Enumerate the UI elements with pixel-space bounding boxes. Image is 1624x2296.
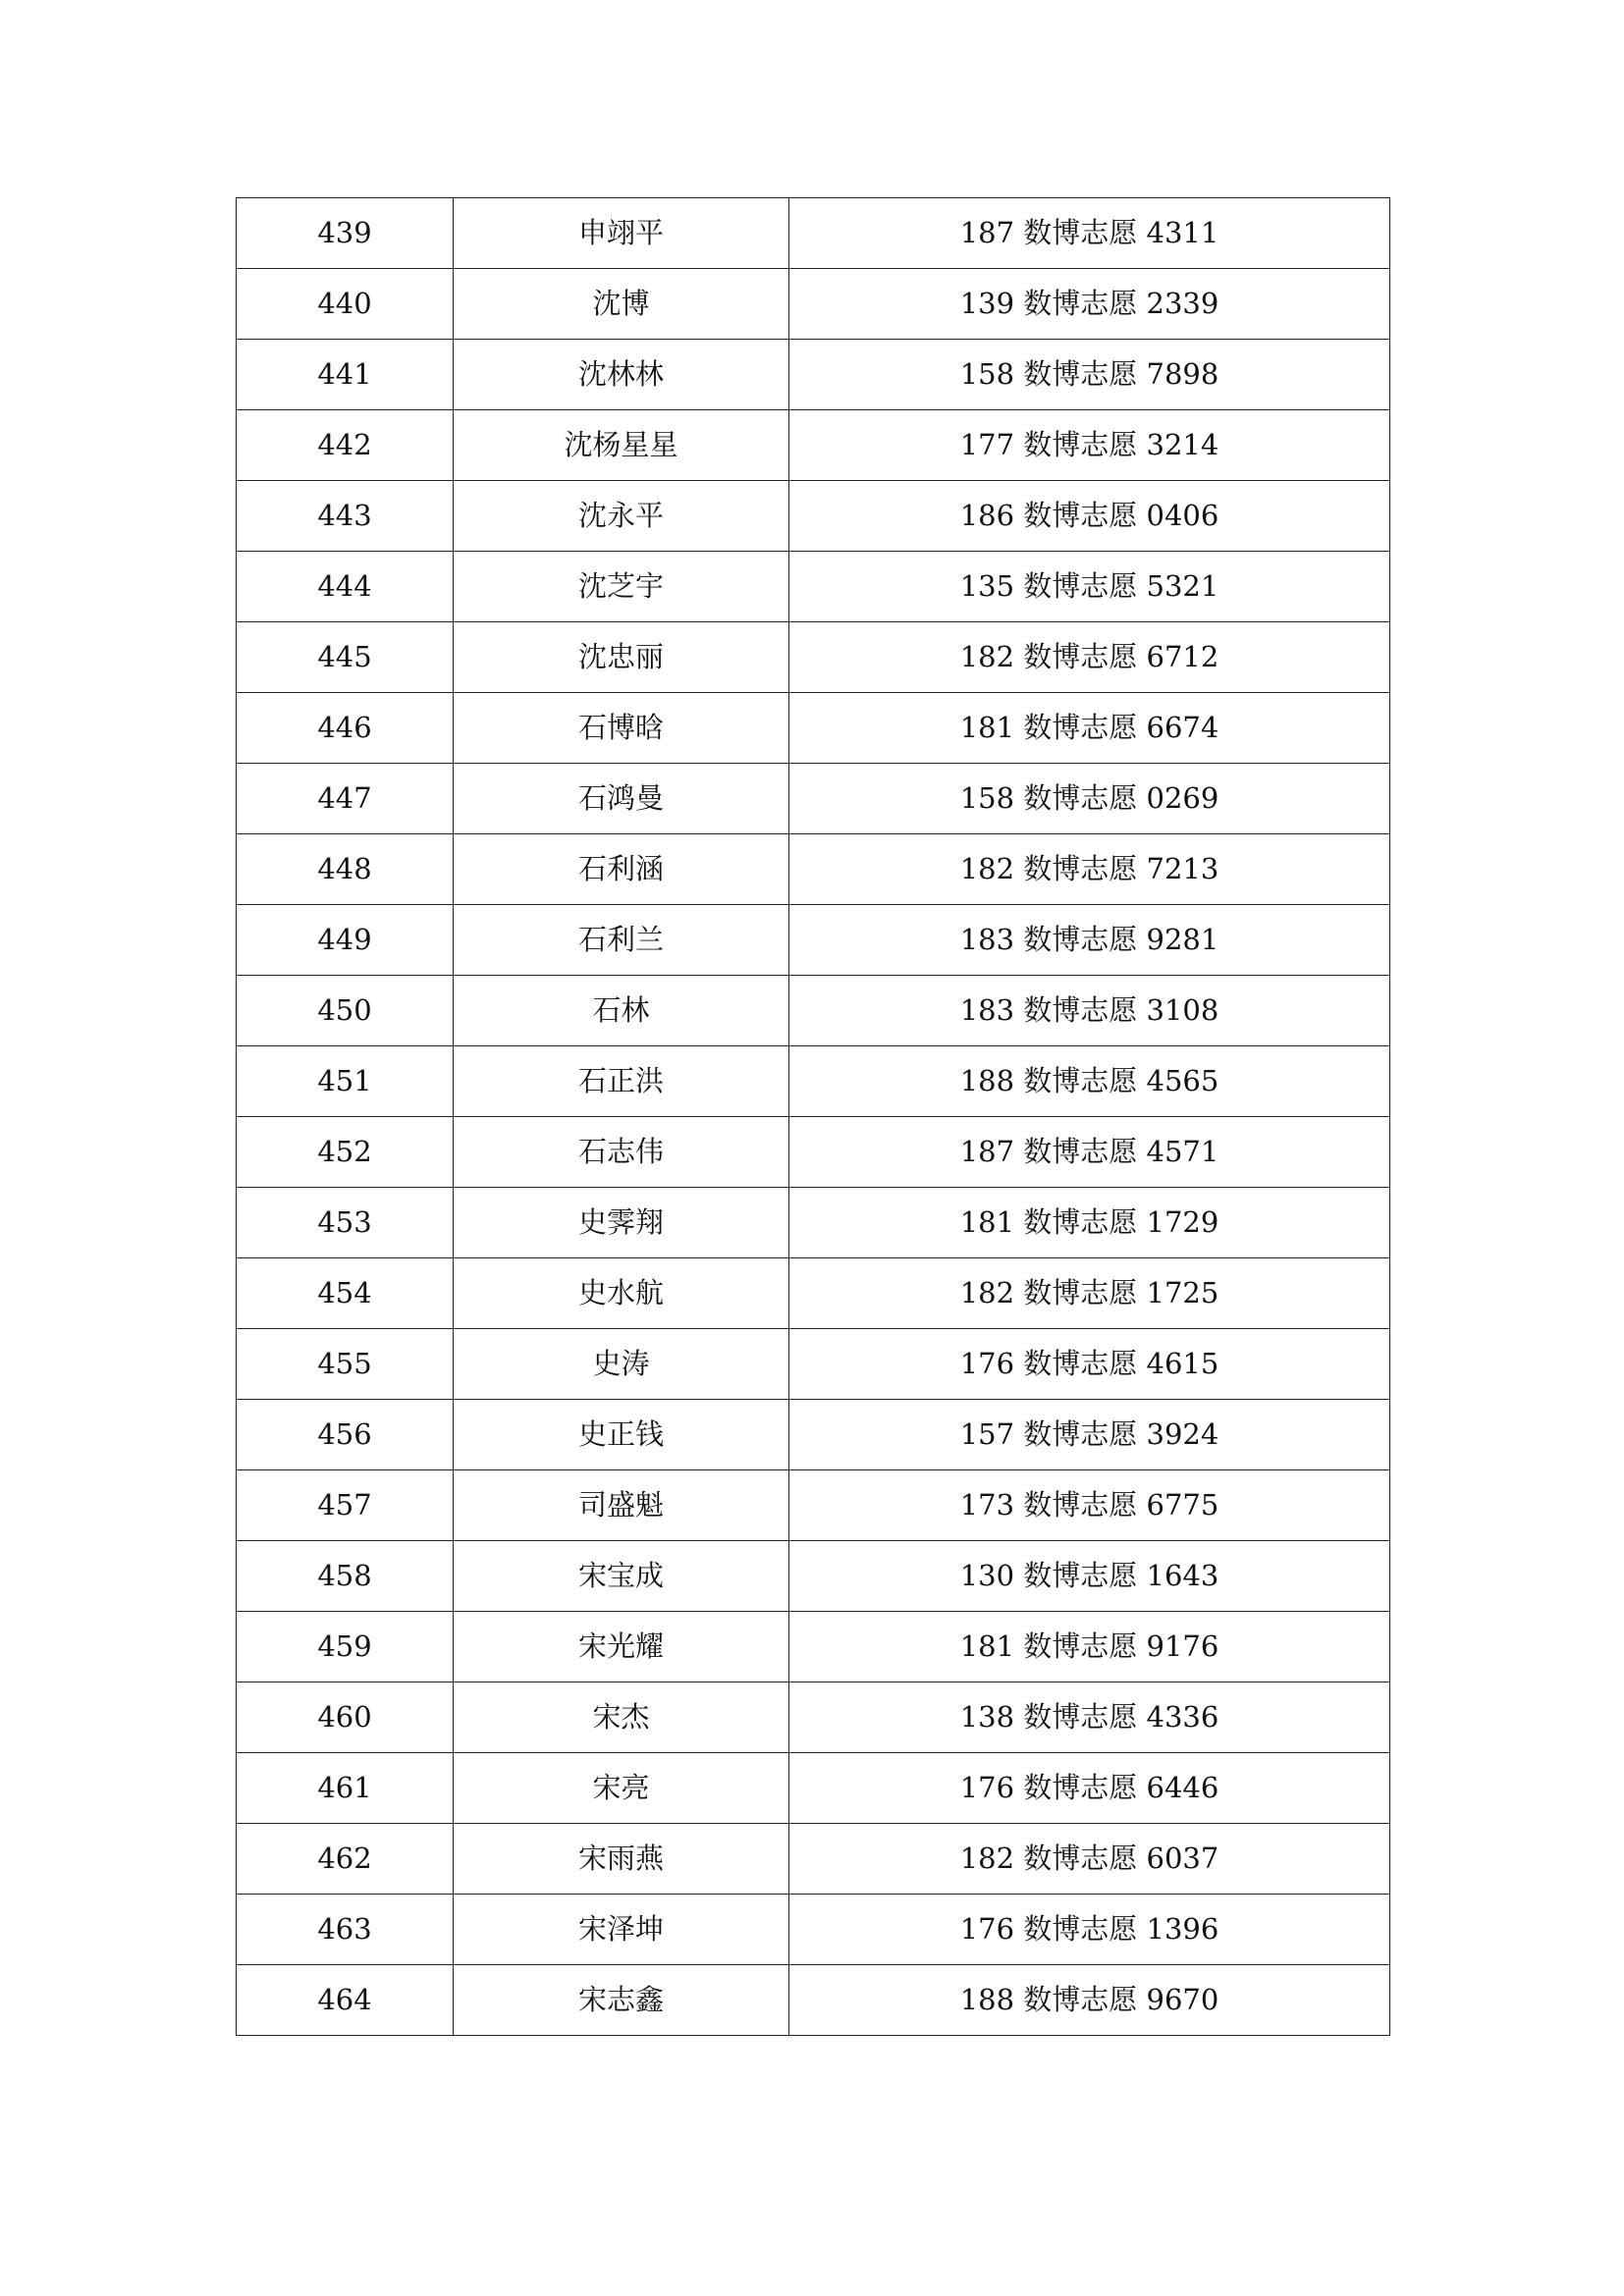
phone-cell: 181 数博志愿 1729	[789, 1188, 1390, 1258]
row-number-cell: 444	[237, 552, 454, 622]
name-cell: 宋泽坤	[454, 1895, 789, 1965]
row-number-cell: 442	[237, 410, 454, 481]
row-number-cell: 450	[237, 976, 454, 1046]
table-row	[237, 1824, 1390, 1895]
row-number-cell: 449	[237, 905, 454, 976]
name-cell: 石正洪	[454, 1046, 789, 1117]
row-number-cell: 446	[237, 693, 454, 764]
phone-cell: 139 数博志愿 2339	[789, 269, 1390, 340]
phone-cell: 186 数博志愿 0406	[789, 481, 1390, 552]
table-row	[237, 1046, 1390, 1117]
row-number-cell: 464	[237, 1965, 454, 2036]
row-number-cell: 456	[237, 1400, 454, 1470]
row-number-cell: 452	[237, 1117, 454, 1188]
row-number-cell: 454	[237, 1258, 454, 1329]
name-cell: 石利兰	[454, 905, 789, 976]
phone-cell: 181 数博志愿 6674	[789, 693, 1390, 764]
name-cell: 史霁翔	[454, 1188, 789, 1258]
name-cell: 宋志鑫	[454, 1965, 789, 2036]
phone-cell: 182 数博志愿 6037	[789, 1824, 1390, 1895]
row-number-cell: 462	[237, 1824, 454, 1895]
table-row	[237, 1329, 1390, 1400]
phone-cell: 187 数博志愿 4311	[789, 198, 1390, 269]
phone-cell: 173 数博志愿 6775	[789, 1470, 1390, 1541]
phone-cell: 176 数博志愿 4615	[789, 1329, 1390, 1400]
row-number-cell: 440	[237, 269, 454, 340]
row-number-cell: 453	[237, 1188, 454, 1258]
table-row	[237, 834, 1390, 905]
phone-cell: 176 数博志愿 1396	[789, 1895, 1390, 1965]
row-number-cell: 447	[237, 764, 454, 834]
table-row	[237, 1612, 1390, 1682]
table-row	[237, 1400, 1390, 1470]
row-number-cell: 441	[237, 340, 454, 410]
phone-cell: 157 数博志愿 3924	[789, 1400, 1390, 1470]
table-row	[237, 905, 1390, 976]
phone-cell: 182 数博志愿 7213	[789, 834, 1390, 905]
name-cell: 沈永平	[454, 481, 789, 552]
volunteer-roster-table	[236, 197, 1390, 2036]
table-row	[237, 1258, 1390, 1329]
row-number-cell: 439	[237, 198, 454, 269]
name-cell: 宋亮	[454, 1753, 789, 1824]
table-row	[237, 410, 1390, 481]
name-cell: 申翊平	[454, 198, 789, 269]
table-row	[237, 1188, 1390, 1258]
table-row	[237, 552, 1390, 622]
table-row	[237, 340, 1390, 410]
row-number-cell: 457	[237, 1470, 454, 1541]
name-cell: 司盛魁	[454, 1470, 789, 1541]
phone-cell: 130 数博志愿 1643	[789, 1541, 1390, 1612]
row-number-cell: 463	[237, 1895, 454, 1965]
row-number-cell: 443	[237, 481, 454, 552]
table-row	[237, 1541, 1390, 1612]
name-cell: 宋雨燕	[454, 1824, 789, 1895]
phone-cell: 183 数博志愿 9281	[789, 905, 1390, 976]
phone-cell: 135 数博志愿 5321	[789, 552, 1390, 622]
phone-cell: 187 数博志愿 4571	[789, 1117, 1390, 1188]
name-cell: 宋光耀	[454, 1612, 789, 1682]
table-row	[237, 1965, 1390, 2036]
phone-cell: 158 数博志愿 0269	[789, 764, 1390, 834]
phone-cell: 181 数博志愿 9176	[789, 1612, 1390, 1682]
table-row	[237, 269, 1390, 340]
phone-cell: 138 数博志愿 4336	[789, 1682, 1390, 1753]
row-number-cell: 445	[237, 622, 454, 693]
name-cell: 沈忠丽	[454, 622, 789, 693]
phone-cell: 188 数博志愿 4565	[789, 1046, 1390, 1117]
name-cell: 宋宝成	[454, 1541, 789, 1612]
row-number-cell: 459	[237, 1612, 454, 1682]
table-row	[237, 1753, 1390, 1824]
table-row	[237, 1895, 1390, 1965]
name-cell: 沈林林	[454, 340, 789, 410]
name-cell: 石林	[454, 976, 789, 1046]
table-row	[237, 1117, 1390, 1188]
table-row	[237, 764, 1390, 834]
name-cell: 史正钱	[454, 1400, 789, 1470]
phone-cell: 158 数博志愿 7898	[789, 340, 1390, 410]
phone-cell: 188 数博志愿 9670	[789, 1965, 1390, 2036]
name-cell: 沈芝宇	[454, 552, 789, 622]
table-row	[237, 1682, 1390, 1753]
row-number-cell: 458	[237, 1541, 454, 1612]
table-row	[237, 1470, 1390, 1541]
name-cell: 石博晗	[454, 693, 789, 764]
table-row	[237, 622, 1390, 693]
row-number-cell: 451	[237, 1046, 454, 1117]
name-cell: 石利涵	[454, 834, 789, 905]
phone-cell: 177 数博志愿 3214	[789, 410, 1390, 481]
name-cell: 石志伟	[454, 1117, 789, 1188]
row-number-cell: 460	[237, 1682, 454, 1753]
name-cell: 沈杨星星	[454, 410, 789, 481]
phone-cell: 176 数博志愿 6446	[789, 1753, 1390, 1824]
row-number-cell: 448	[237, 834, 454, 905]
roster-table-body	[237, 198, 1390, 2036]
row-number-cell: 461	[237, 1753, 454, 1824]
phone-cell: 183 数博志愿 3108	[789, 976, 1390, 1046]
name-cell: 史涛	[454, 1329, 789, 1400]
phone-cell: 182 数博志愿 1725	[789, 1258, 1390, 1329]
name-cell: 石鸿曼	[454, 764, 789, 834]
table-row	[237, 976, 1390, 1046]
row-number-cell: 455	[237, 1329, 454, 1400]
table-row	[237, 198, 1390, 269]
name-cell: 宋杰	[454, 1682, 789, 1753]
name-cell: 沈博	[454, 269, 789, 340]
phone-cell: 182 数博志愿 6712	[789, 622, 1390, 693]
table-row	[237, 693, 1390, 764]
table-row	[237, 481, 1390, 552]
name-cell: 史水航	[454, 1258, 789, 1329]
